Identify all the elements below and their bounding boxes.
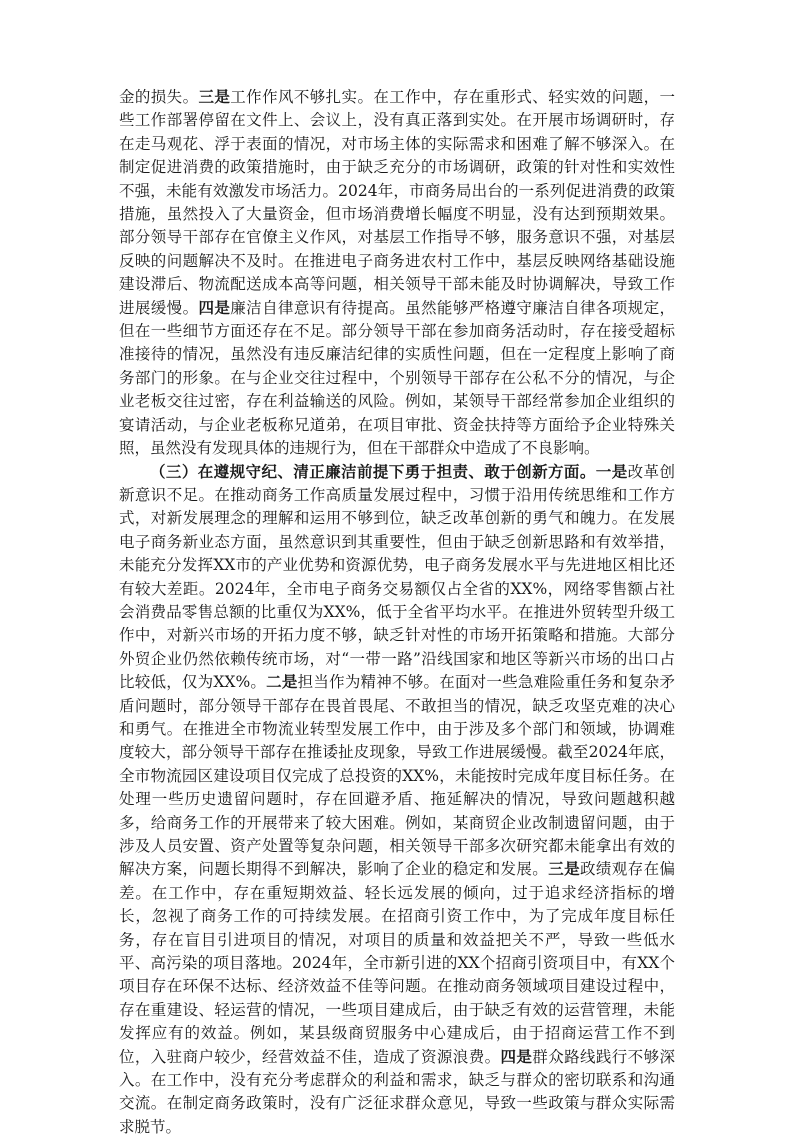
section-heading: （三）在遵规守纪、清正廉洁前提下勇于担责、敢于创新方面。 bbox=[150, 463, 596, 481]
text-segment: 改革创新意识不足。在推动商务工作高质量发展过程中，习惯于沿用传统思维和工作方式，对新发展理念的理解和运用不够到位，缺乏改革创新的勇气和魄力。在发展电子商务新业态方面，虽然意识到其重要性，但由于缺乏创新思路和有效举措，未能充分发挥XX市的产业优势和资源优势，电子商务发展水平与先进地区相比还有较大差距。2024年，全市电子商务交易额仅占全省的XX%，网络零售额占社会消费品零售总额的比重仅为XX%，低于全省平均水平。在推进外贸转型升级工作中，对新兴市场的开拓力度不够，缺乏针对性的市场开拓策略和措施。大部分外贸企业仍然依赖传统市场，对“一带一路”沿线国家和地区等新兴市场的出口占比较低，仅为XX%。 bbox=[119, 463, 675, 692]
bold-marker-si-shi: 四是 bbox=[501, 1048, 533, 1066]
bold-marker-er-shi: 二是 bbox=[266, 673, 297, 691]
bold-marker-si-shi: 四是 bbox=[198, 299, 230, 317]
paragraph-2 bbox=[119, 461, 675, 1139]
text-segment: 群众路线践行不够深入。在工作中，没有充分考虑群众的利益和需求，缺乏与群众的密切联系和沟通交流。在制定商务政策时，没有广泛征求群众意见，导致一些政策与群众实际需求脱节。 bbox=[119, 1048, 675, 1136]
text-segment: 廉洁自律意识有待提高。虽然能够严格遵守廉洁自律各项规定，但在一些细节方面还存在不足。部分领导干部在参加商务活动时，存在接受超标准接待的情况，虽然没有违反廉洁纪律的实质性问题，但在一定程度上影响了商务部门的形象。在与企业交往过程中，个别领导干部存在公私不分的情况，与企业老板交往过密，存在利益输送的风险。例如，某领导干部经常参加企业组织的宴请活动，与企业老板称兄道弟，在项目审批、资金扶持等方面给予企业特殊关照，虽然没有发现具体的违规行为，但在干部群众中造成了不良影响。 bbox=[119, 299, 675, 457]
text-segment: 担当作为精神不够。在面对一些急难险重任务和复杂矛盾问题时，部分领导干部存在畏首畏尾、不敢担当的情况，缺乏攻坚克难的决心和勇气。在推进全市物流业转型发展工作中，由于涉及多个部门和领域，协调难度较大，部分领导干部存在推诿扯皮现象，导致工作进展缓慢。截至2024年底，全市物流园区建设项目仅完成了总投资的XX%，未能按时完成年度目标任务。在处理一些历史遗留问题时，存在回避矛盾、拖延解决的情况，导致问题越积越多，给商务工作的开展带来了较大困难。例如，某商贸企业改制遗留问题，由于涉及人员安置、资产处置等复杂问题，相关领导干部多次研究都未能拿出有效的解决方案，问题长期得不到解决，影响了企业的稳定和发展。 bbox=[119, 673, 675, 878]
text-segment: 政绩观存在偏差。在工作中，存在重短期效益、轻长远发展的倾向，过于追求经济指标的增长，忽视了商务工作的可持续发展。在招商引资工作中，为了完成年度目标任务，存在盲目引进项目的情况，对项目的质量和效益把关不严，导致一些低水平、高污染的项目落地。2024年，全市新引进的XX个招商引资项目中，有XX个项目存在环保不达标、经济效益不佳等问题。在推动商务领域项目建设过程中，存在重建设、轻运营的情况，一些项目建成后，由于缺乏有效的运营管理，未能发挥应有的效益。例如，某县级商贸服务中心建成后，由于招商运营工作不到位，入驻商户较少，经营效益不佳，造成了资源浪费。 bbox=[119, 860, 675, 1065]
paragraph-1 bbox=[119, 86, 675, 461]
bold-marker-yi-shi: 一是 bbox=[596, 463, 628, 481]
bold-marker-san-shi: 三是 bbox=[548, 860, 580, 878]
text-segment: 工作作风不够扎实。在工作中，存在重形式、轻实效的问题，一些工作部署停留在文件上、会议上，没有真正落到实处。在开展市场调研时，存在走马观花、浮于表面的情况，对市场主体的实际需求和困难了解不够深入。在制定促进消费的政策措施时，由于缺乏充分的市场调研，政策的针对性和实效性不强，未能有效激发市场活力。2024年，市商务局出台的一系列促进消费的政策措施，虽然投入了大量资金，但市场消费增长幅度不明显，没有达到预期效果。部分领导干部存在官僚主义作风，对基层工作指导不够，服务意识不强，对基层反映的问题解决不及时。在推进电子商务进农村工作中，基层反映网络基础设施建设滞后、物流配送成本高等问题，相关领导干部未能及时协调解决，导致工作进展缓慢。 bbox=[119, 88, 675, 317]
bold-marker-san-shi: 三是 bbox=[198, 88, 230, 106]
document-page bbox=[119, 86, 675, 1139]
text-segment: 金的损失。 bbox=[119, 88, 198, 106]
